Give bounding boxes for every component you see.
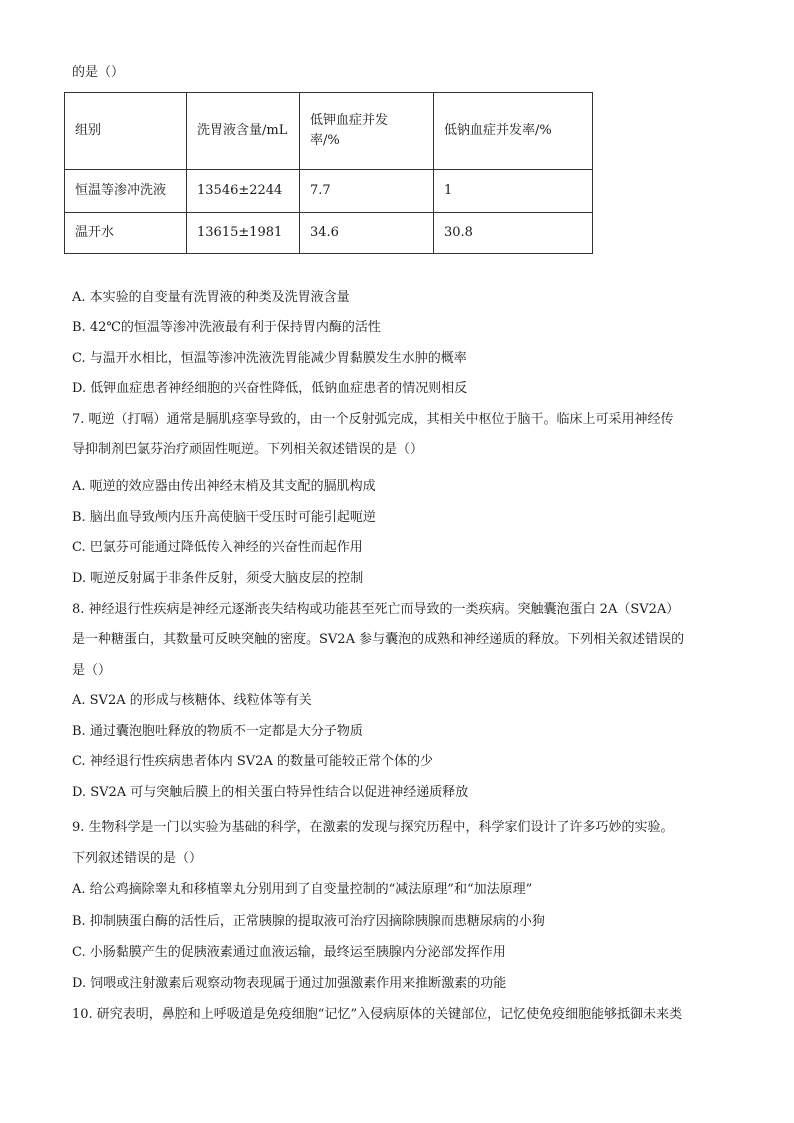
table-header-cell: 组别 [65,93,187,170]
q9-stem-line: 下列叙述错误的是（） [72,851,203,866]
q6-option-a: A. 本实验的自变量有洗胃液的种类及洗胃液含量 [72,290,350,305]
q6-option-c: C. 与温开水相比，恒温等渗冲洗液洗胃能减少胃黏膜发生水肿的概率 [72,351,467,366]
q9-option-c: C. 小肠黏膜产生的促胰液素通过血液运输，最终运至胰腺内分泌部发挥作用 [72,945,506,960]
q7-stem-line: 导抑制剂巴氯芬治疗顽固性呃逆。下列相关叙述错误的是（） [72,442,424,457]
q8-stem-line: 是（） [72,663,112,678]
q6-option-d: D. 低钾血症患者神经细胞的兴奋性降低，低钠血症患者的情况则相反 [72,381,468,396]
q8-stem-line: 是一种糖蛋白，其数量可反映突触的密度。SV2A 参与囊泡的成熟和神经递质的释放。下列相关叙述错误的 [72,632,685,647]
q7-option-b: B. 脑出血导致颅内压升高使脑干受压时可能引起呃逆 [72,510,376,525]
table-header-cell: 低钠血症并发率/% [434,93,593,170]
q8-stem-line: 8. 神经退行性疾病是神经元逐渐丧失结构或功能甚至死亡而导致的一类疾病。突触囊泡蛋白 2A（SV2A） [72,602,680,617]
q8-option-d: D. SV2A 可与突触后膜上的相关蛋白特异性结合以促进神经递质释放 [72,785,469,800]
q9-option-a: A. 给公鸡摘除睾丸和移植睾丸分别用到了自变量控制的“减法原理”和“加法原理” [72,882,533,897]
table-cell: 30.8 [434,213,593,254]
table-cell: 7.7 [300,170,434,213]
question-6-stem-tail: 的是（） [72,65,125,80]
q7-option-d: D. 呃逆反射属于非条件反射，须受大脑皮层的控制 [72,571,364,586]
table-header-row [65,93,593,170]
table-cell: 温开水 [65,213,187,254]
table-row [65,170,593,213]
q9-option-d: D. 饲喂或注射激素后观察动物表现属于通过加强激素作用来推断激素的功能 [72,976,507,991]
table-cell: 13615±1981 [187,213,300,254]
q8-option-a: A. SV2A 的形成与核糖体、线粒体等有关 [72,693,312,708]
q7-option-a: A. 呃逆的效应器由传出神经末梢及其支配的膈肌构成 [72,479,376,494]
data-table [64,92,593,254]
table-header-cell: 洗胃液含量/mL [187,93,300,170]
table-cell: 恒温等渗冲洗液 [65,170,187,213]
q7-stem-line: 7. 呃逆（打嗝）通常是膈肌痉挛导致的，由一个反射弧完成，其相关中枢位于脑干。临床上可采用神经传 [72,412,674,427]
table-cell: 13546±2244 [187,170,300,213]
table-row [65,213,593,254]
q9-option-b: B. 抑制胰蛋白酶的活性后，正常胰腺的提取液可治疗因摘除胰腺而患糖尿病的小狗 [72,914,545,929]
table-cell: 1 [434,170,593,213]
table-header-cell: 低钾血症并发 率/% [300,93,434,170]
q9-stem-line: 9. 生物科学是一门以实验为基础的科学，在激素的发现与探究历程中，科学家们设计了许多巧妙的实验。 [72,820,674,835]
q7-option-c: C. 巴氯芬可能通过降低传入神经的兴奋性而起作用 [72,540,363,555]
q6-option-b: B. 42℃的恒温等渗冲洗液最有利于保持胃内酶的活性 [72,320,381,335]
table-cell: 34.6 [300,213,434,254]
q10-stem-line: 10. 研究表明，鼻腔和上呼吸道是免疫细胞“记忆”入侵病原体的关键部位，记忆使免疫细胞能够抵御未来类 [72,1007,683,1022]
q8-option-c: C. 神经退行性疾病患者体内 SV2A 的数量可能较正常个体的少 [72,754,433,769]
q8-option-b: B. 通过囊泡胞吐释放的物质不一定都是大分子物质 [72,724,363,739]
